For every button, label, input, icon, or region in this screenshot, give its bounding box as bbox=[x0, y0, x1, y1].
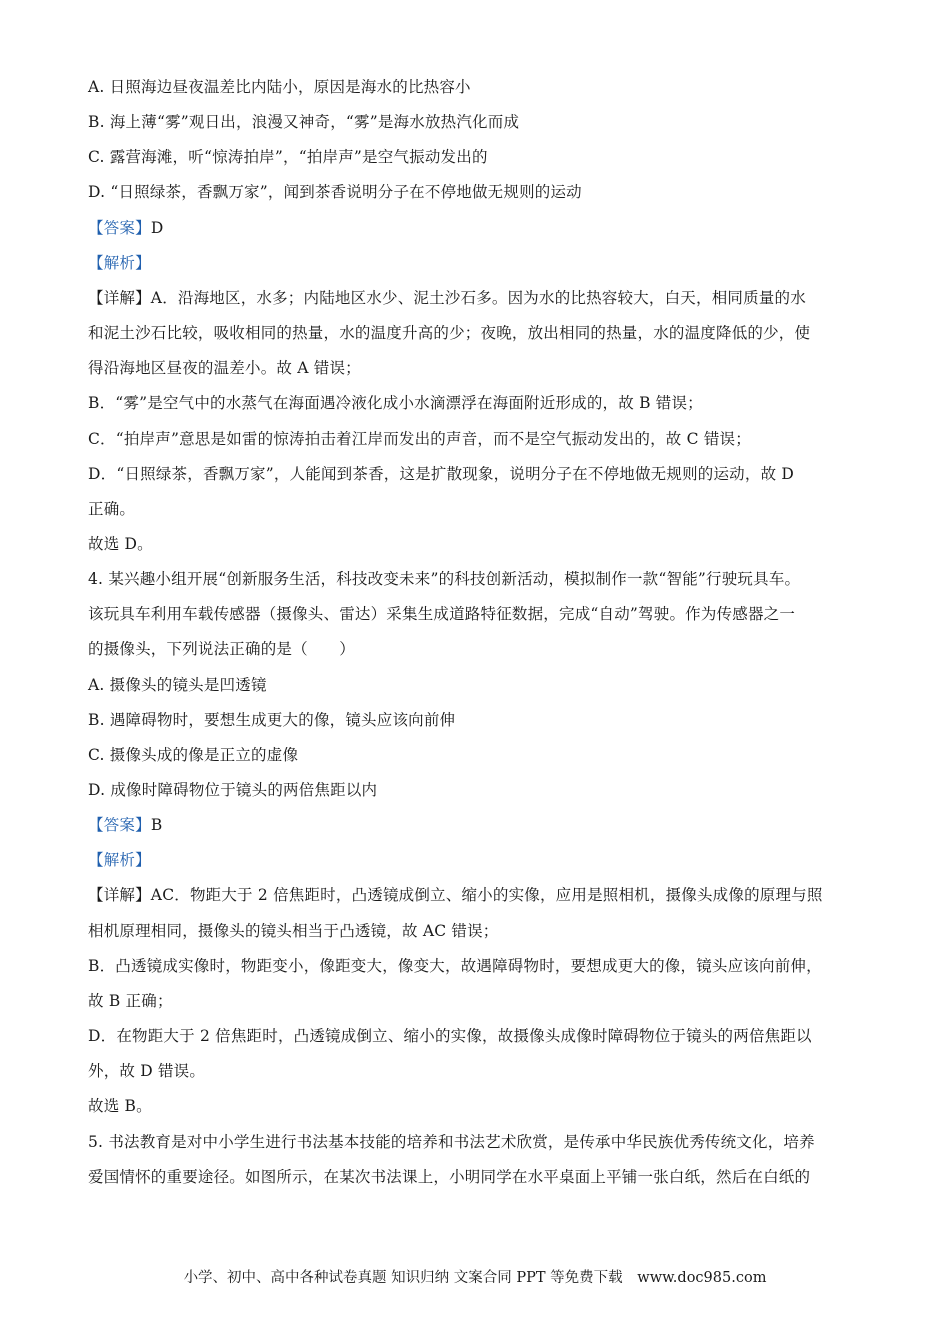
footer-text: 小学、初中、高中各种试卷真题 知识归纳 文案合同 PPT 等免费下载 bbox=[183, 1270, 623, 1286]
text-line: C．“拍岸声”意思是如雷的惊涛拍击着江岸而发出的声音，而不是空气振动发出的，故 C 错误； bbox=[88, 429, 751, 448]
line-text: 【详解】A．沿海地区，水多；内陆地区水少、泥土沙石多。因为水的比热容较大，白天，相同质量的水 bbox=[88, 288, 806, 307]
text-line: D. 成像时障碍物位于镜头的两倍焦距以内 bbox=[88, 781, 378, 799]
text-line: C. 摄像头成的像是正立的虚像 bbox=[88, 745, 299, 764]
text-line bbox=[88, 288, 868, 308]
text-line: 相机原理相同，摄像头的镜头相当于凸透镜，故 AC 错误； bbox=[88, 921, 499, 940]
text-line: 爱国情怀的重要途径。如图所示，在某次书法课上，小明同学在水平桌面上平铺一张白纸，然后在白纸的 bbox=[88, 1167, 811, 1186]
line-text: 【详解】AC．物距大于 2 倍焦距时，凸透镜成倒立、缩小的实像，应用是照相机，摄像头成像的原理与照 bbox=[88, 886, 823, 905]
text-line: B．“雾”是空气中的水蒸气在海面遇冷液化成小水滴漂浮在海面附近形成的，故 B 错误； bbox=[88, 394, 703, 413]
text-line: 故选 D。 bbox=[88, 534, 153, 553]
line-text: B bbox=[150, 816, 163, 835]
section-tag: 【解析】 bbox=[88, 851, 151, 870]
text-line: 和泥土沙石比较，吸收相同的热量，水的温度升高的少；夜晚，放出相同的热量，水的温度降低的少，使 bbox=[88, 324, 811, 343]
text-line bbox=[88, 218, 868, 238]
text-line: 4. 某兴趣小组开展“创新服务生活，科技改变未来”的科技创新活动，模拟制作一款“智能”行驶玩具车。 bbox=[88, 570, 801, 589]
text-line: 外，故 D 错误。 bbox=[88, 1062, 206, 1081]
text-line bbox=[88, 885, 868, 905]
text-line: 的摄像头，下列说法正确的是（ ） bbox=[88, 640, 355, 659]
footer bbox=[0, 1268, 950, 1288]
text-line: 正确。 bbox=[88, 499, 136, 518]
text-line: D．在物距大于 2 倍焦距时，凸透镜成倒立、缩小的实像，故摄像头成像时障碍物位于镜头的两倍焦距以 bbox=[88, 1027, 812, 1046]
section-tag: 【解析】 bbox=[88, 253, 151, 272]
text-line: B. 遇障碍物时，要想生成更大的像，镜头应该向前伸 bbox=[88, 710, 456, 729]
section-tag: 【答案】 bbox=[88, 218, 151, 237]
text-line: 5. 书法教育是对中小学生进行书法基本技能的培养和书法艺术欣赏，是传承中华民族优秀传统文化，培养 bbox=[88, 1132, 815, 1151]
text-line: D. “日照绿茶，香飘万家”，闻到茶香说明分子在不停地做无规则的运动 bbox=[88, 183, 582, 202]
text-line bbox=[88, 253, 868, 273]
text-line: A. 日照海边昼夜温差比内陆小，原因是海水的比热容小 bbox=[88, 78, 471, 96]
footer-url[interactable]: www.doc985.com bbox=[637, 1270, 767, 1286]
text-line: 该玩具车利用车载传感器（摄像头、雷达）采集生成道路特征数据，完成“自动”驾驶。作为传感器之一 bbox=[88, 605, 796, 624]
text-line bbox=[88, 850, 868, 870]
text-line: 得沿海地区昼夜的温差小。故 A 错误； bbox=[88, 359, 361, 378]
text-line bbox=[88, 815, 868, 835]
section-tag: 【答案】 bbox=[88, 816, 151, 835]
line-text: D bbox=[150, 218, 164, 237]
text-line: B. 海上薄“雾”观日出，浪漫又神奇，“雾”是海水放热汽化而成 bbox=[88, 113, 520, 132]
text-line: A. 摄像头的镜头是凹透镜 bbox=[88, 675, 267, 694]
text-line: C. 露营海滩，听“惊涛拍岸”，“拍岸声”是空气振动发出的 bbox=[88, 148, 488, 167]
text-line: D．“日照绿茶，香飘万家”，人能闻到茶香，这是扩散现象，说明分子在不停地做无规则的运动，故 D bbox=[88, 464, 795, 483]
text-line: B．凸透镜成实像时，物距变小，像距变大，像变大，故遇障碍物时，要想成更大的像，镜头应该向前伸， bbox=[88, 956, 822, 975]
text-line: 故 B 正确； bbox=[88, 991, 173, 1010]
text-line: 故选 B。 bbox=[88, 1097, 152, 1116]
